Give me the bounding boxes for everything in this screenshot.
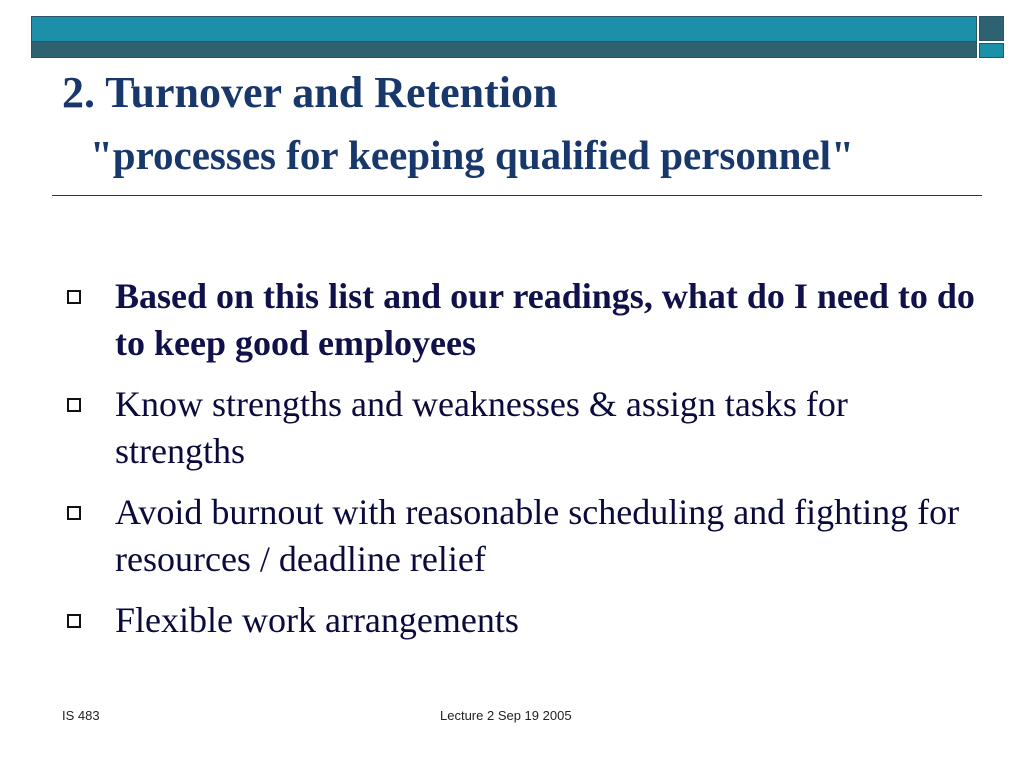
bullet-text: Based on this list and our readings, what do I need to do to keep good employees bbox=[115, 276, 975, 363]
bullet-list bbox=[62, 273, 982, 658]
title-divider bbox=[52, 195, 982, 196]
header-bar bbox=[31, 16, 977, 58]
hollow-square-icon bbox=[67, 614, 81, 628]
hollow-square-icon bbox=[67, 398, 81, 412]
header-bar-stripe bbox=[32, 41, 976, 57]
slide-title: 2. Turnover and Retention bbox=[62, 68, 558, 117]
bullet-item bbox=[62, 273, 982, 367]
footer-lecture: Lecture 2 Sep 19 2005 bbox=[440, 708, 572, 723]
bullet-item bbox=[62, 381, 982, 475]
header-square-top bbox=[979, 16, 1004, 41]
footer-course: IS 483 bbox=[62, 708, 100, 723]
bullet-item bbox=[62, 489, 982, 583]
bullet-text: Avoid burnout with reasonable scheduling and fighting for resources / deadline relief bbox=[115, 492, 960, 579]
header-square-bottom bbox=[979, 43, 1004, 58]
slide-subtitle: "processes for keeping qualified personnel" bbox=[90, 132, 854, 178]
bullet-text: Flexible work arrangements bbox=[115, 600, 519, 640]
bullet-item bbox=[62, 597, 982, 644]
bullet-text: Know strengths and weaknesses & assign tasks for strengths bbox=[115, 384, 848, 471]
hollow-square-icon bbox=[67, 290, 81, 304]
hollow-square-icon bbox=[67, 506, 81, 520]
